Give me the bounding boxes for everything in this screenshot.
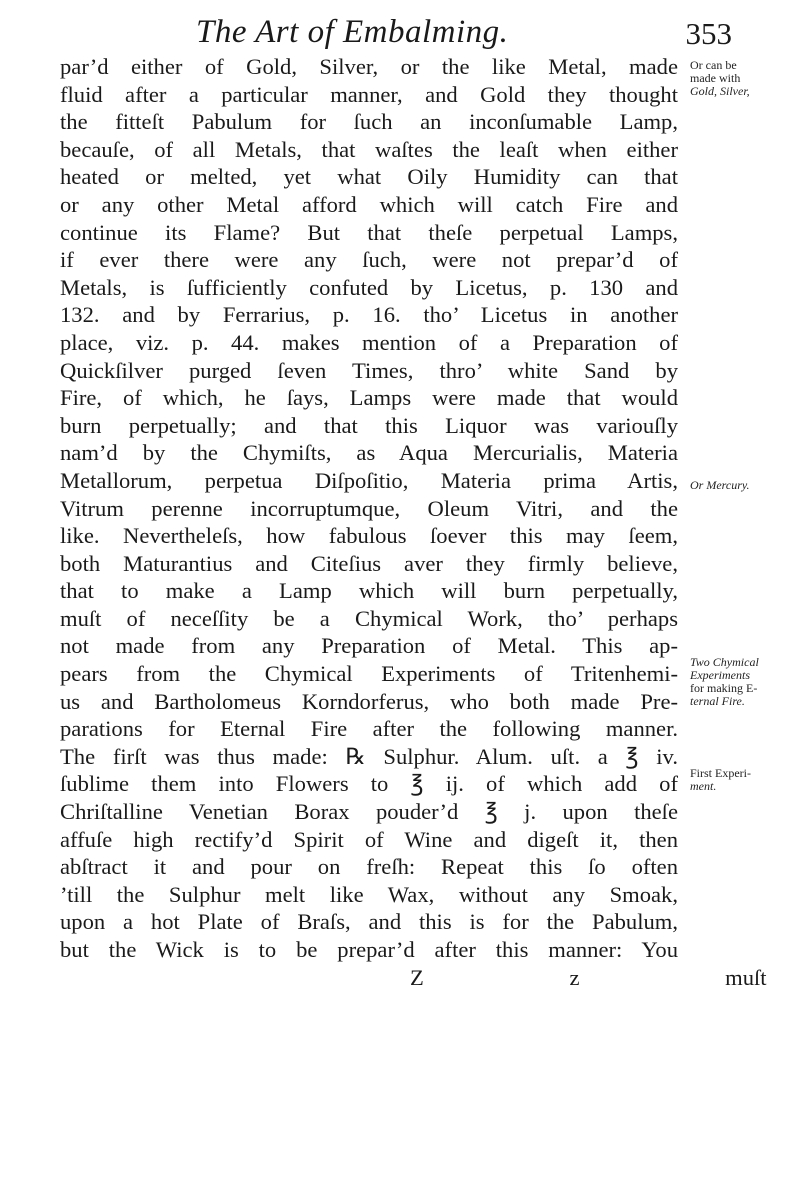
text-line: Quickſilver purged ſeven Times, thro’ white Sand by	[60, 357, 678, 383]
text-line: continue its Flame? But that theſe perpetual Lamps,	[60, 219, 678, 245]
text-line: us and Bartholomeus Korndorferus, who both made Pre-	[60, 688, 678, 714]
margin-note-line: Gold, Silver,	[690, 84, 750, 98]
text-line: burn perpetually; and that this Liquor was variouſly	[60, 412, 678, 438]
text-line: or any other Metal afford which will catch Fire and	[60, 191, 678, 217]
text-line: pears from the Chymical Experiments of Tritenhemi-	[60, 661, 678, 687]
margin-note-line: for making E-	[690, 681, 758, 695]
catchword: muſt	[725, 964, 767, 990]
page-header	[60, 14, 732, 58]
text-line: affuſe high rectify’d Spirit of Wine and digeſt it, then	[60, 826, 678, 852]
margin-note-line: ternal Fire.	[690, 694, 745, 708]
text-line: The firſt was thus made: ℞ Sulphur. Alum. uſt. a ℥ iv.	[60, 743, 678, 769]
text-line: heated or melted, yet what Oily Humidity can that	[60, 164, 678, 190]
text-line: but the Wick is to be prepar’d after this manner: You	[60, 937, 678, 962]
text-line: becauſe, of all Metals, that waſtes the leaſt when either	[60, 136, 678, 162]
margin-note-gold-silver	[690, 59, 794, 98]
catchword-line	[60, 964, 767, 992]
text-line: the fitteſt Pabulum for ſuch an inconſumable Lamp,	[60, 109, 678, 135]
text-line: Metals, is ſufficiently confuted by Licetus, p. 130 and	[60, 274, 678, 300]
margin-note-line: Or Mercury.	[690, 478, 750, 492]
margin-note-first-experiment	[690, 767, 794, 793]
margin-note-line: made with	[690, 71, 741, 85]
margin-note-line: Or can be	[690, 58, 737, 72]
text-line: fluid after a particular manner, and Gold they thought	[60, 81, 678, 107]
margin-note-line: First Experi-	[690, 766, 751, 780]
text-line: like. Nevertheleſs, how fabulous ſoever this may ſeem,	[60, 523, 678, 549]
text-line: Metallorum, perpetua Diſpoſitio, Materia prima Artis,	[60, 467, 678, 493]
margin-note-two-chymical	[690, 656, 794, 708]
margin-note-line: Experiments	[690, 668, 750, 682]
signature-mark: Z z	[410, 964, 580, 990]
text-line: both Maturantius and Citeſius aver they firmly believe,	[60, 550, 678, 576]
text-line: abſtract it and pour on freſh: Repeat this ſo often	[60, 854, 678, 880]
text-line: par’d either of Gold, Silver, or the like Metal, made	[60, 54, 678, 79]
text-line: upon a hot Plate of Braſs, and this is for the Pabulum,	[60, 909, 678, 935]
text-line: Fire, of which, he ſays, Lamps were made that would	[60, 385, 678, 411]
text-line: if ever there were any ſuch, were not prepar’d of	[60, 247, 678, 273]
page-number: 353	[685, 16, 732, 51]
text-line: not made from any Preparation of Metal. This ap-	[60, 633, 678, 659]
text-line: that to make a Lamp which will burn perpetually,	[60, 578, 678, 604]
margin-note-line: ment.	[690, 779, 717, 793]
text-line: nam’d by the Chymiſts, as Aqua Mercurialis, Materia	[60, 440, 678, 466]
text-line: 132. and by Ferrarius, p. 16. tho’ Licetus in another	[60, 302, 678, 328]
running-head: The Art of Embalming.	[196, 14, 509, 50]
text-line: Chriſtalline Venetian Borax pouder’d ℥ j. upon theſe	[60, 799, 678, 825]
text-line: ſublime them into Flowers to ℥ ij. of which add of	[60, 771, 678, 797]
text-line: Vitrum perenne incorruptumque, Oleum Vitri, and the	[60, 495, 678, 521]
text-line: parations for Eternal Fire after the following manner.	[60, 716, 678, 742]
margin-note-line: Two Chymical	[690, 655, 759, 669]
text-line: place, viz. p. 44. makes mention of a Preparation of	[60, 329, 678, 355]
text-line: ’till the Sulphur melt like Wax, without any Smoak,	[60, 881, 678, 907]
margin-note-mercury	[690, 479, 794, 492]
text-line: muſt of neceſſity be a Chymical Work, tho’ perhaps	[60, 605, 678, 631]
